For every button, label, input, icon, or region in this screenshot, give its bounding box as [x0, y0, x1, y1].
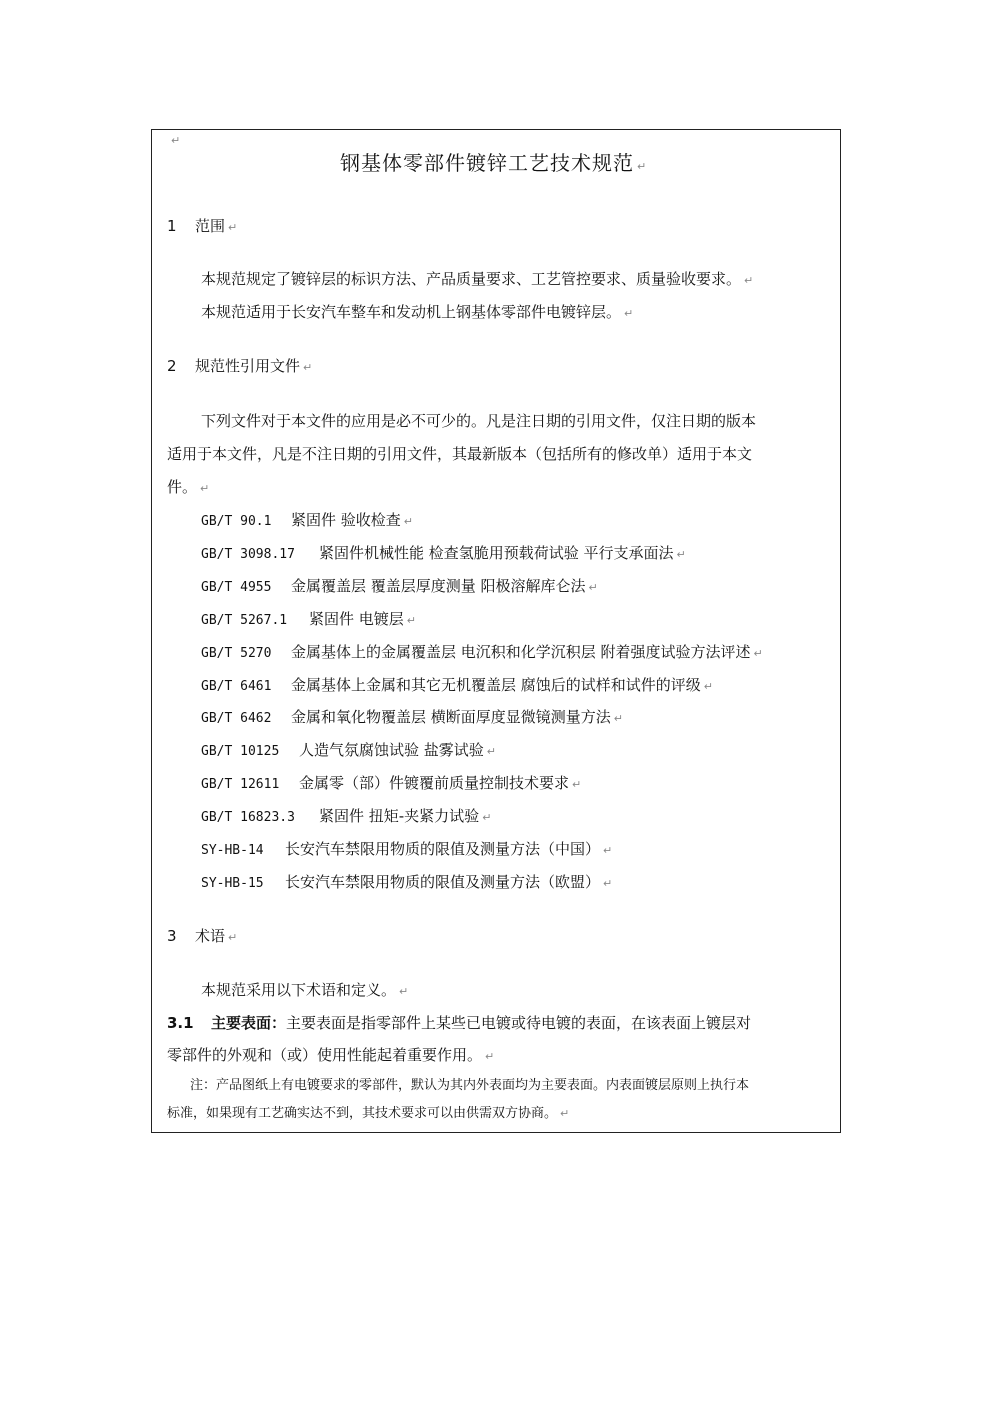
section-1-paragraph: 本规范适用于长安汽车整车和发动机上钢基体零部件电镀锌层。 ↵: [201, 303, 634, 321]
reference-item: GB/T 5270 金属基体上的金属覆盖层 电沉积和化学沉积层 附着强度试验方法评述 ↵: [201, 643, 763, 661]
section-1-heading: 1 范围 ↵: [167, 217, 238, 235]
reference-item: GB/T 16823.3 紧固件 扭矩-夹紧力试验 ↵: [201, 807, 492, 825]
reference-item: GB/T 12611 金属零（部）件镀覆前质量控制技术要求 ↵: [201, 774, 582, 792]
reference-item: SY-HB-15 长安汽车禁限用物质的限值及测量方法（欧盟） ↵: [201, 873, 613, 891]
term-3-1: 3.1 主要表面：主要表面是指零部件上某些已电镀或待电镀的表面，在该表面上镀层对: [167, 1014, 752, 1032]
reference-item: GB/T 3098.17 紧固件机械性能 检查氢脆用预载荷试验 平行支承面法 ↵: [201, 544, 686, 562]
reference-item: GB/T 4955 金属覆盖层 覆盖层厚度测量 阳极溶解库仑法 ↵: [201, 577, 598, 595]
reference-item: GB/T 10125 人造气氛腐蚀试验 盐雾试验 ↵: [201, 741, 496, 759]
section-3-intro: 本规范采用以下术语和定义。 ↵: [201, 981, 409, 999]
note-line: 标准，如果现有工艺确实达不到，其技术要求可以由供需双方协商。 ↵: [167, 1106, 570, 1121]
section-2-intro-line: 下列文件对于本文件的应用是必不可少的。凡是注日期的引用文件，仅注日期的版本: [201, 412, 757, 430]
section-2-intro-line: 件。 ↵: [167, 478, 210, 496]
reference-item: GB/T 90.1 紧固件 验收检查 ↵: [201, 511, 413, 529]
section-2-heading: 2 规范性引用文件 ↵: [167, 357, 313, 375]
reference-item: SY-HB-14 长安汽车禁限用物质的限值及测量方法（中国） ↵: [201, 840, 613, 858]
section-3-heading: 3 术语 ↵: [167, 927, 238, 945]
paragraph-mark: ↵: [171, 134, 181, 147]
section-1-paragraph: 本规范规定了镀锌层的标识方法、产品质量要求、工艺管控要求、质量验收要求。 ↵: [201, 270, 754, 288]
note-line: 注：产品图纸上有电镀要求的零部件，默认为其内外表面均为主要表面。内表面镀层原则上执行本: [190, 1078, 750, 1093]
reference-item: GB/T 5267.1 紧固件 电镀层 ↵: [201, 610, 416, 628]
reference-item: GB/T 6462 金属和氧化物覆盖层 横断面厚度显微镜测量方法 ↵: [201, 708, 623, 726]
document-title: 钢基体零部件镀锌工艺技术规范 ↵: [340, 151, 648, 175]
term-3-1-continuation: 零部件的外观和（或）使用性能起着重要作用。 ↵: [167, 1046, 495, 1064]
reference-item: GB/T 6461 金属基体上金属和其它无机覆盖层 腐蚀后的试样和试件的评级 ↵: [201, 676, 713, 694]
section-2-intro-line: 适用于本文件，凡是不注日期的引用文件，其最新版本（包括所有的修改单）适用于本文: [167, 445, 753, 463]
